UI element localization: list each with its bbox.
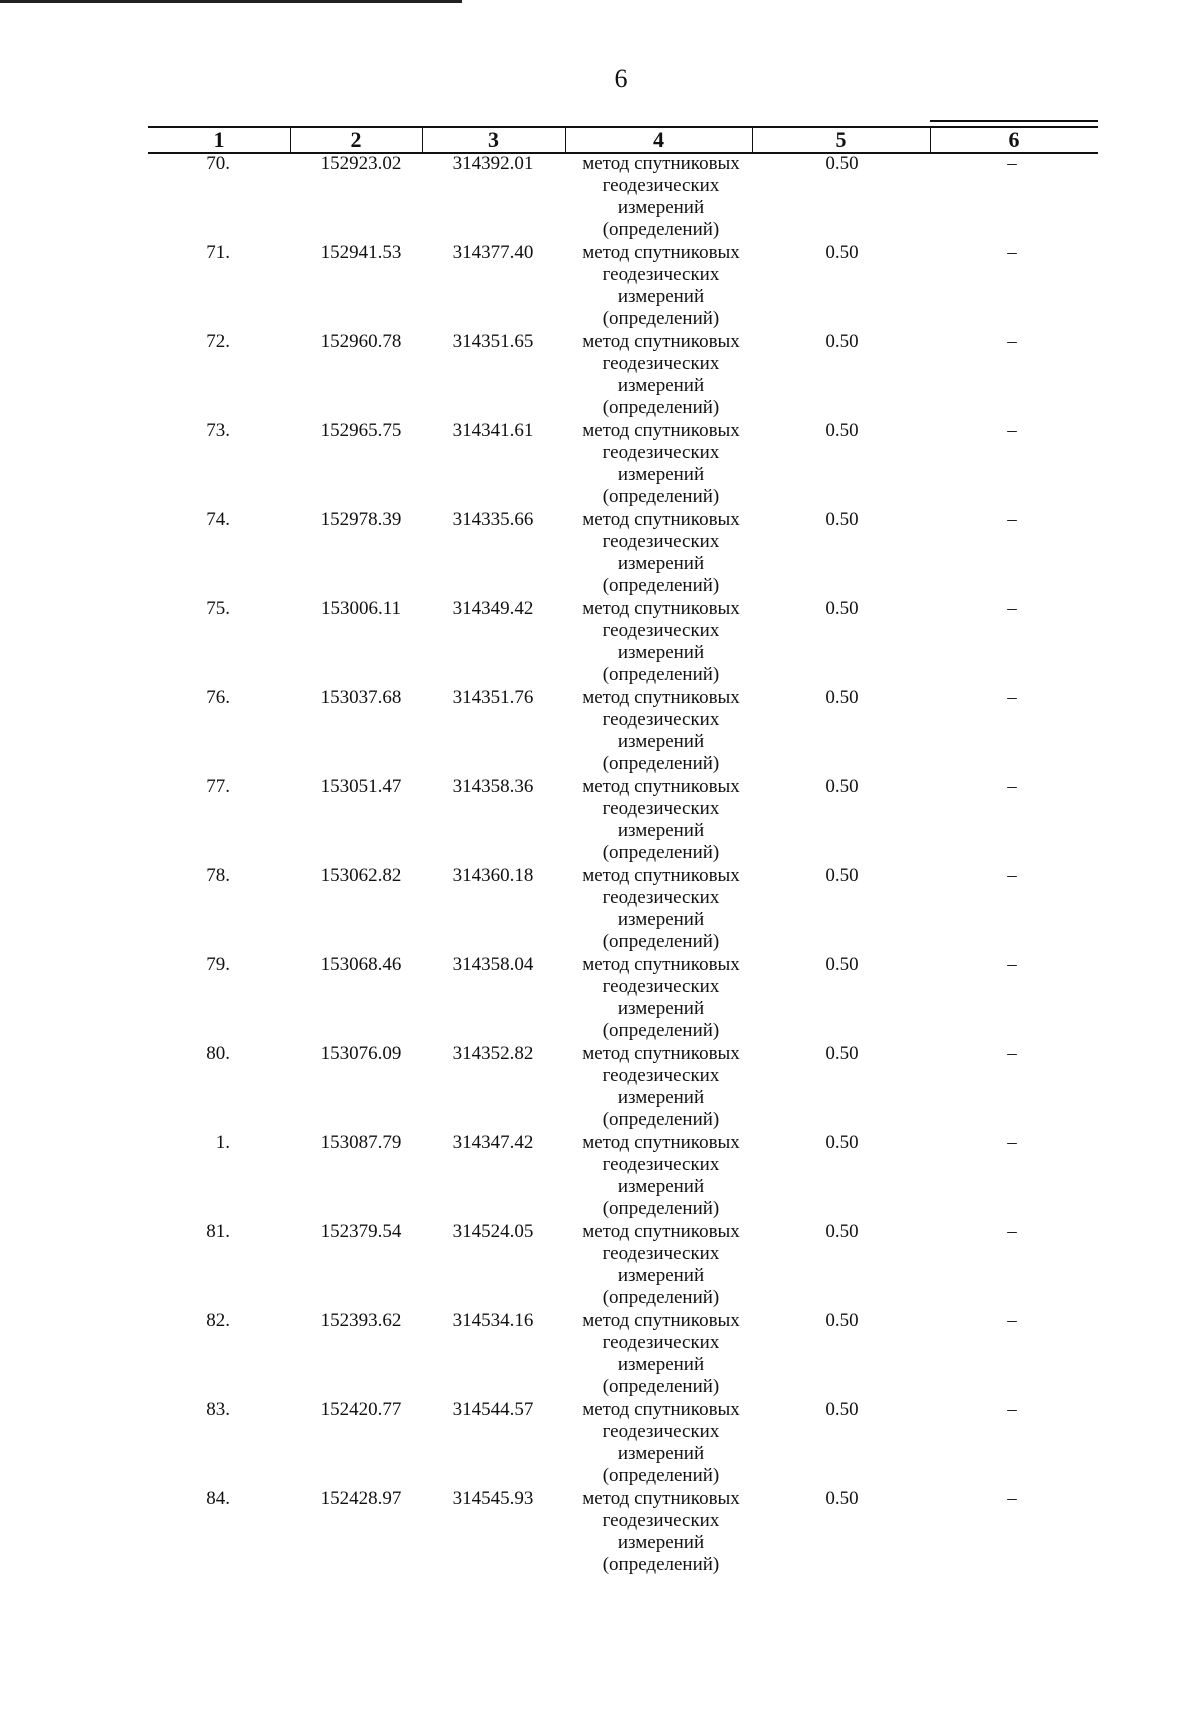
method-line: метод спутниковых: [582, 420, 740, 441]
table-row: [0, 1221, 1200, 1311]
coordinate-y: 314545.93: [452, 1488, 534, 1509]
coordinate-y: 314534.16: [452, 1310, 534, 1331]
method-line: метод спутниковых: [582, 776, 740, 797]
table-row: [0, 687, 1200, 777]
method-line: измерений: [617, 998, 705, 1019]
point-number: 78.: [206, 865, 230, 886]
note-dash: –: [1007, 1043, 1017, 1064]
method-line: измерений: [617, 197, 705, 218]
method-line: геодезических: [602, 798, 720, 819]
coordinate-y: 314347.42: [452, 1132, 534, 1153]
method-line: геодезических: [602, 1332, 720, 1353]
method-line: (определений): [602, 219, 720, 240]
coordinate-y: 314351.65: [452, 331, 534, 352]
table-row: [0, 776, 1200, 866]
header-col-1: 1: [213, 127, 225, 152]
point-number: 80.: [206, 1043, 230, 1064]
method-cell: [565, 687, 757, 775]
method-line: измерений: [617, 731, 705, 752]
coordinate-x: 152978.39: [320, 509, 402, 530]
accuracy-value: 0.50: [825, 598, 859, 619]
method-line: измерений: [617, 1087, 705, 1108]
method-cell: [565, 1310, 757, 1398]
table-row: [0, 865, 1200, 955]
method-line: геодезических: [602, 1510, 720, 1531]
coordinate-y: 314341.61: [452, 420, 534, 441]
note-dash: –: [1007, 598, 1017, 619]
accuracy-value: 0.50: [825, 420, 859, 441]
method-line: измерений: [617, 1532, 705, 1553]
header-col-3: 3: [488, 127, 499, 152]
coordinate-x: 152379.54: [320, 1221, 402, 1242]
method-line: (определений): [602, 1198, 720, 1219]
method-line: (определений): [602, 664, 720, 685]
point-number: 71.: [206, 242, 230, 263]
accuracy-value: 0.50: [825, 865, 859, 886]
coordinate-x: 152941.53: [320, 242, 402, 263]
method-cell: [565, 1221, 757, 1309]
method-cell: [565, 509, 757, 597]
coordinate-x: 152923.02: [320, 153, 402, 174]
method-line: геодезических: [602, 175, 720, 196]
point-number: 84.: [206, 1488, 230, 1509]
note-dash: –: [1007, 1310, 1017, 1331]
note-dash: –: [1007, 1399, 1017, 1420]
table-row: [0, 1310, 1200, 1400]
accuracy-value: 0.50: [825, 1221, 859, 1242]
method-line: (определений): [602, 1287, 720, 1308]
coordinate-x: 153062.82: [320, 865, 402, 886]
accuracy-value: 0.50: [825, 331, 859, 352]
point-number: 1.: [215, 1132, 230, 1153]
method-line: метод спутниковых: [582, 865, 740, 886]
method-line: (определений): [602, 308, 720, 329]
method-line: измерений: [617, 375, 705, 396]
coordinate-x: 153051.47: [320, 776, 402, 797]
accuracy-value: 0.50: [825, 954, 859, 975]
point-number: 72.: [206, 331, 230, 352]
method-line: геодезических: [602, 264, 720, 285]
table-row: [0, 1132, 1200, 1222]
method-cell: [565, 1399, 757, 1487]
method-line: (определений): [602, 486, 720, 507]
table-row: [0, 331, 1200, 421]
table-row: [0, 1399, 1200, 1489]
method-cell: [565, 242, 757, 330]
method-line: метод спутниковых: [582, 1043, 740, 1064]
header-col-4: 4: [653, 127, 664, 152]
method-cell: [565, 954, 757, 1042]
coordinate-x: 152960.78: [320, 331, 402, 352]
method-line: измерений: [617, 909, 705, 930]
point-number: 74.: [206, 509, 230, 530]
header-col-2: 2: [350, 127, 362, 152]
accuracy-value: 0.50: [825, 1043, 859, 1064]
method-line: метод спутниковых: [582, 1132, 740, 1153]
method-line: метод спутниковых: [582, 242, 740, 263]
method-line: измерений: [617, 464, 705, 485]
method-line: метод спутниковых: [582, 1399, 740, 1420]
accuracy-value: 0.50: [825, 1132, 859, 1153]
accuracy-value: 0.50: [825, 776, 859, 797]
header-col-5: 5: [835, 127, 847, 152]
table-row: [0, 242, 1200, 332]
method-line: измерений: [617, 1443, 705, 1464]
table-row: [0, 1043, 1200, 1133]
accuracy-value: 0.50: [825, 1488, 859, 1509]
coordinate-x: 152428.97: [320, 1488, 402, 1509]
coordinate-y: 314349.42: [452, 598, 534, 619]
note-dash: –: [1007, 331, 1017, 352]
method-cell: [565, 865, 757, 953]
accuracy-value: 0.50: [825, 153, 859, 174]
method-line: метод спутниковых: [582, 509, 740, 530]
coordinate-x: 153006.11: [320, 598, 402, 619]
method-line: метод спутниковых: [582, 1488, 740, 1509]
table-row: [0, 954, 1200, 1044]
note-dash: –: [1007, 776, 1017, 797]
method-cell: [565, 420, 757, 508]
method-line: геодезических: [602, 709, 720, 730]
coordinate-x: 153087.79: [320, 1132, 402, 1153]
method-cell: [565, 776, 757, 864]
coordinate-x: 153037.68: [320, 687, 402, 708]
coordinate-x: 153076.09: [320, 1043, 402, 1064]
method-line: метод спутниковых: [582, 598, 740, 619]
note-dash: –: [1007, 687, 1017, 708]
coordinate-y: 314352.82: [452, 1043, 534, 1064]
accuracy-value: 0.50: [825, 687, 859, 708]
method-cell: [565, 1043, 757, 1131]
coordinate-y: 314377.40: [452, 242, 534, 263]
coordinate-x: 152393.62: [320, 1310, 402, 1331]
point-number: 81.: [206, 1221, 230, 1242]
note-dash: –: [1007, 420, 1017, 441]
coordinate-y: 314335.66: [452, 509, 534, 530]
method-cell: [565, 1132, 757, 1220]
method-line: геодезических: [602, 887, 720, 908]
method-line: метод спутниковых: [582, 954, 740, 975]
page-number: 6: [614, 64, 628, 93]
note-dash: –: [1007, 242, 1017, 263]
scan-edge-line: [0, 0, 462, 3]
method-line: геодезических: [602, 976, 720, 997]
method-line: (определений): [602, 1376, 720, 1397]
coordinate-y: 314358.36: [452, 776, 534, 797]
note-dash: –: [1007, 153, 1017, 174]
coordinate-y: 314358.04: [452, 954, 534, 975]
method-line: измерений: [617, 1354, 705, 1375]
method-cell: [565, 598, 757, 686]
table-row: [0, 1488, 1200, 1578]
method-line: измерений: [617, 820, 705, 841]
method-line: (определений): [602, 1109, 720, 1130]
coordinate-x: 152420.77: [320, 1399, 402, 1420]
method-line: геодезических: [602, 1243, 720, 1264]
method-line: метод спутниковых: [582, 687, 740, 708]
method-line: метод спутниковых: [582, 153, 740, 174]
point-number: 82.: [206, 1310, 230, 1331]
method-line: геодезических: [602, 1421, 720, 1442]
note-dash: –: [1007, 509, 1017, 530]
method-line: измерений: [617, 642, 705, 663]
point-number: 76.: [206, 687, 230, 708]
point-number: 75.: [206, 598, 230, 619]
coordinate-y: 314360.18: [452, 865, 534, 886]
accuracy-value: 0.50: [825, 1310, 859, 1331]
method-cell: [565, 153, 757, 241]
coordinate-y: 314392.01: [452, 153, 534, 174]
method-line: геодезических: [602, 442, 720, 463]
method-line: геодезических: [602, 1065, 720, 1086]
method-line: (определений): [602, 575, 720, 596]
table-row: [0, 153, 1200, 243]
method-line: измерений: [617, 1265, 705, 1286]
table-row: [0, 420, 1200, 510]
note-dash: –: [1007, 1488, 1017, 1509]
method-line: (определений): [602, 1020, 720, 1041]
table-row: [0, 509, 1200, 599]
method-line: (определений): [602, 1465, 720, 1486]
method-line: измерений: [617, 553, 705, 574]
note-dash: –: [1007, 1221, 1017, 1242]
note-dash: –: [1007, 865, 1017, 886]
table-row: [0, 598, 1200, 688]
point-number: 79.: [206, 954, 230, 975]
method-line: метод спутниковых: [582, 331, 740, 352]
header-rule-top-right: [930, 120, 1098, 122]
point-number: 73.: [206, 420, 230, 441]
method-line: (определений): [602, 842, 720, 863]
note-dash: –: [1007, 954, 1017, 975]
method-line: метод спутниковых: [582, 1310, 740, 1331]
method-line: (определений): [602, 753, 720, 774]
point-number: 77.: [206, 776, 230, 797]
method-line: геодезических: [602, 620, 720, 641]
coordinate-y: 314351.76: [452, 687, 534, 708]
method-line: геодезических: [602, 1154, 720, 1175]
method-line: измерений: [617, 286, 705, 307]
accuracy-value: 0.50: [825, 1399, 859, 1420]
method-line: (определений): [602, 397, 720, 418]
header-col-6: 6: [1008, 127, 1020, 152]
coordinate-x: 153068.46: [320, 954, 402, 975]
method-line: геодезических: [602, 531, 720, 552]
method-line: (определений): [602, 931, 720, 952]
method-line: геодезических: [602, 353, 720, 374]
point-number: 70.: [206, 153, 230, 174]
coordinate-y: 314524.05: [452, 1221, 534, 1242]
note-dash: –: [1007, 1132, 1017, 1153]
method-cell: [565, 1488, 757, 1576]
coordinate-y: 314544.57: [452, 1399, 534, 1420]
coordinate-x: 152965.75: [320, 420, 402, 441]
accuracy-value: 0.50: [825, 242, 859, 263]
accuracy-value: 0.50: [825, 509, 859, 530]
method-line: измерений: [617, 1176, 705, 1197]
method-line: метод спутниковых: [582, 1221, 740, 1242]
method-cell: [565, 331, 757, 419]
point-number: 83.: [206, 1399, 230, 1420]
method-line: (определений): [602, 1554, 720, 1575]
